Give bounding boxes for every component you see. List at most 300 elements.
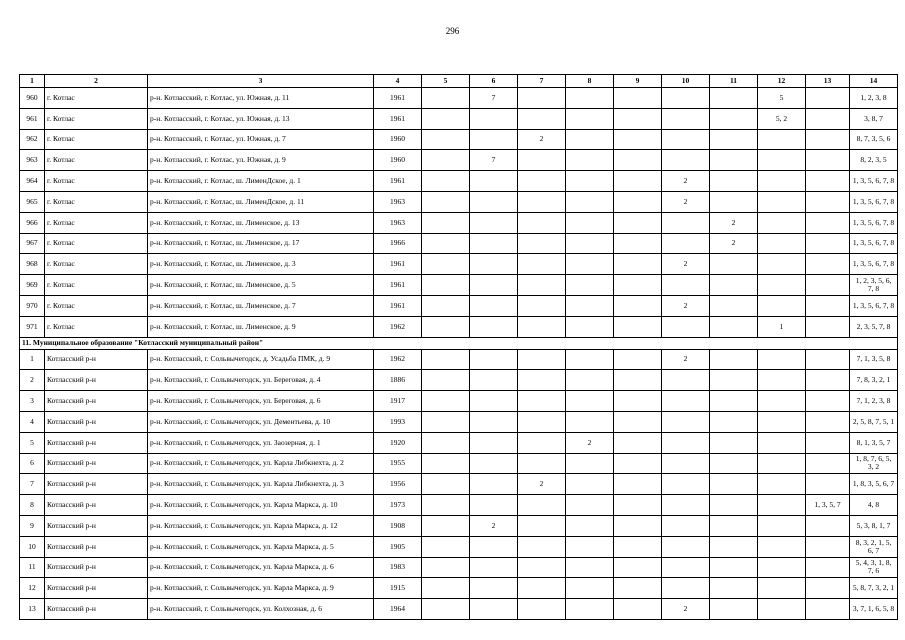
col10-cell: 2 — [662, 171, 710, 192]
col8-cell — [566, 88, 614, 109]
row-number-cell: 969 — [20, 275, 45, 296]
col13-cell — [806, 432, 850, 453]
table-row — [20, 349, 898, 370]
col6-cell — [470, 391, 518, 412]
col10-cell: 2 — [662, 295, 710, 316]
table-row — [20, 578, 898, 599]
column-header: 14 — [850, 75, 898, 88]
locality-cell: Котласский р-н — [45, 474, 148, 495]
col13-cell — [806, 88, 850, 109]
row-number-cell: 965 — [20, 191, 45, 212]
locality-cell: Котласский р-н — [45, 370, 148, 391]
col10-cell — [662, 453, 710, 474]
address-cell: р-н. Котласский, г. Котлас, ш. Лименское, д. 5 — [148, 275, 374, 296]
col14-cell: 7, 8, 3, 2, 1 — [850, 370, 898, 391]
locality-cell: Котласский р-н — [45, 432, 148, 453]
col9-cell — [614, 370, 662, 391]
col9-cell — [614, 212, 662, 233]
row-number-cell: 7 — [20, 474, 45, 495]
col7-cell — [518, 233, 566, 254]
year-built-cell: 1956 — [374, 474, 422, 495]
col9-cell — [614, 108, 662, 129]
col9-cell — [614, 191, 662, 212]
col13-cell — [806, 233, 850, 254]
column-header: 3 — [148, 75, 374, 88]
col12-cell — [758, 254, 806, 275]
col8-cell: 2 — [566, 432, 614, 453]
address-cell: р-н. Котласский, г. Котлас, ш. Лименское, д. 9 — [148, 316, 374, 337]
col10-cell — [662, 474, 710, 495]
col10-cell — [662, 129, 710, 150]
locality-cell: г. Котлас — [45, 295, 148, 316]
col8-cell — [566, 474, 614, 495]
col7-cell: 2 — [518, 129, 566, 150]
year-built-cell: 1961 — [374, 254, 422, 275]
col5-cell — [422, 370, 470, 391]
col5-cell — [422, 391, 470, 412]
col12-cell — [758, 557, 806, 578]
year-built-cell: 1962 — [374, 349, 422, 370]
row-number-cell: 2 — [20, 370, 45, 391]
row-number-cell: 11 — [20, 557, 45, 578]
column-header: 11 — [710, 75, 758, 88]
locality-cell: г. Котлас — [45, 191, 148, 212]
column-header: 1 — [20, 75, 45, 88]
col7-cell — [518, 150, 566, 171]
col8-cell — [566, 316, 614, 337]
col9-cell — [614, 150, 662, 171]
col12-cell — [758, 599, 806, 620]
col6-cell — [470, 536, 518, 557]
col12-cell — [758, 391, 806, 412]
col14-cell: 8, 7, 3, 5, 6 — [850, 129, 898, 150]
col12-cell — [758, 349, 806, 370]
address-cell: р-н. Котласский, г. Сольвычегодск, д. Усадьба ПМК, д. 9 — [148, 349, 374, 370]
table-row — [20, 88, 898, 109]
col12-cell: 5 — [758, 88, 806, 109]
col11-cell — [710, 578, 758, 599]
col6-cell — [470, 599, 518, 620]
col14-cell: 1, 3, 5, 6, 7, 8 — [850, 171, 898, 192]
col9-cell — [614, 88, 662, 109]
col13-cell — [806, 191, 850, 212]
col9-cell — [614, 171, 662, 192]
col13-cell — [806, 536, 850, 557]
col13-cell — [806, 370, 850, 391]
col10-cell — [662, 316, 710, 337]
address-cell: р-н. Котласский, г. Сольвычегодск, ул. Береговая, д. 6 — [148, 391, 374, 412]
col8-cell — [566, 295, 614, 316]
locality-cell: Котласский р-н — [45, 557, 148, 578]
locality-cell: Котласский р-н — [45, 391, 148, 412]
col11-cell: 2 — [710, 212, 758, 233]
col6-cell — [470, 316, 518, 337]
col6-cell — [470, 212, 518, 233]
row-number-cell: 961 — [20, 108, 45, 129]
col11-cell — [710, 349, 758, 370]
table-row — [20, 453, 898, 474]
col12-cell — [758, 129, 806, 150]
col7-cell — [518, 295, 566, 316]
table-row — [20, 254, 898, 275]
table-row — [20, 411, 898, 432]
col7-cell — [518, 275, 566, 296]
col12-cell — [758, 578, 806, 599]
year-built-cell: 1955 — [374, 453, 422, 474]
col7-cell — [518, 515, 566, 536]
year-built-cell: 1964 — [374, 599, 422, 620]
address-cell: р-н. Котласский, г. Котлас, ул. Южная, д. 7 — [148, 129, 374, 150]
col13-cell — [806, 150, 850, 171]
col11-cell — [710, 536, 758, 557]
row-number-cell: 8 — [20, 495, 45, 516]
col14-cell: 7, 1, 2, 3, 8 — [850, 391, 898, 412]
col13-cell — [806, 453, 850, 474]
col6-cell — [470, 191, 518, 212]
col6-cell — [470, 370, 518, 391]
year-built-cell: 1886 — [374, 370, 422, 391]
year-built-cell: 1961 — [374, 275, 422, 296]
table-row — [20, 432, 898, 453]
table-row — [20, 515, 898, 536]
col7-cell — [518, 495, 566, 516]
table-row — [20, 171, 898, 192]
col14-cell: 5, 4, 3, 1, 8, 7, 6 — [850, 557, 898, 578]
col10-cell — [662, 233, 710, 254]
col11-cell — [710, 495, 758, 516]
table-row — [20, 150, 898, 171]
year-built-cell: 1966 — [374, 233, 422, 254]
col14-cell: 8, 1, 3, 5, 7 — [850, 432, 898, 453]
col9-cell — [614, 578, 662, 599]
address-cell: р-н. Котласский, г. Сольвычегодск, ул. Карла Маркса, д. 9 — [148, 578, 374, 599]
col10-cell: 2 — [662, 349, 710, 370]
address-cell: р-н. Котласский, г. Сольвычегодск, ул. Карла Маркса, д. 10 — [148, 495, 374, 516]
col10-cell: 2 — [662, 599, 710, 620]
row-number-cell: 967 — [20, 233, 45, 254]
address-cell: р-н. Котласский, г. Сольвычегодск, ул. Заозерная, д. 1 — [148, 432, 374, 453]
col14-cell: 1, 3, 5, 6, 7, 8 — [850, 254, 898, 275]
table-row — [20, 129, 898, 150]
col13-cell — [806, 108, 850, 129]
year-built-cell: 1962 — [374, 316, 422, 337]
col7-cell — [518, 536, 566, 557]
col6-cell: 7 — [470, 150, 518, 171]
col10-cell — [662, 515, 710, 536]
col8-cell — [566, 254, 614, 275]
col6-cell — [470, 254, 518, 275]
col14-cell: 5, 3, 8, 1, 7 — [850, 515, 898, 536]
locality-cell: Котласский р-н — [45, 453, 148, 474]
col14-cell: 8, 3, 2, 1, 5, 6, 7 — [850, 536, 898, 557]
locality-cell: г. Котлас — [45, 150, 148, 171]
locality-cell: г. Котлас — [45, 212, 148, 233]
col5-cell — [422, 150, 470, 171]
col6-cell — [470, 432, 518, 453]
col14-cell: 4, 8 — [850, 495, 898, 516]
col9-cell — [614, 411, 662, 432]
col9-cell — [614, 557, 662, 578]
table-row — [20, 233, 898, 254]
locality-cell: г. Котлас — [45, 316, 148, 337]
col13-cell — [806, 557, 850, 578]
col10-cell — [662, 275, 710, 296]
address-cell: р-н. Котласский, г. Сольвычегодск, ул. Колхозная, д. 6 — [148, 599, 374, 620]
col13-cell — [806, 411, 850, 432]
col13-cell — [806, 316, 850, 337]
col8-cell — [566, 150, 614, 171]
col5-cell — [422, 275, 470, 296]
locality-cell: Котласский р-н — [45, 495, 148, 516]
col8-cell — [566, 411, 614, 432]
col10-cell — [662, 88, 710, 109]
col5-cell — [422, 432, 470, 453]
col7-cell — [518, 453, 566, 474]
col12-cell — [758, 411, 806, 432]
table-row — [20, 536, 898, 557]
col13-cell — [806, 578, 850, 599]
col7-cell — [518, 171, 566, 192]
col6-cell — [470, 411, 518, 432]
col10-cell — [662, 495, 710, 516]
row-number-cell: 1 — [20, 349, 45, 370]
col5-cell — [422, 578, 470, 599]
col9-cell — [614, 599, 662, 620]
col6-cell — [470, 557, 518, 578]
col10-cell — [662, 536, 710, 557]
col9-cell — [614, 391, 662, 412]
column-header: 13 — [806, 75, 850, 88]
row-number-cell: 5 — [20, 432, 45, 453]
col12-cell — [758, 536, 806, 557]
row-number-cell: 4 — [20, 411, 45, 432]
page-number: 296 — [445, 26, 460, 36]
col6-cell — [470, 129, 518, 150]
locality-cell: г. Котлас — [45, 171, 148, 192]
col5-cell — [422, 295, 470, 316]
col13-cell — [806, 391, 850, 412]
row-number-cell: 6 — [20, 453, 45, 474]
col13-cell: 1, 3, 5, 7 — [806, 495, 850, 516]
col8-cell — [566, 349, 614, 370]
col5-cell — [422, 129, 470, 150]
col5-cell — [422, 515, 470, 536]
col8-cell — [566, 171, 614, 192]
col11-cell — [710, 474, 758, 495]
year-built-cell: 1905 — [374, 536, 422, 557]
col13-cell — [806, 254, 850, 275]
col11-cell — [710, 432, 758, 453]
col13-cell — [806, 295, 850, 316]
year-built-cell: 1961 — [374, 171, 422, 192]
col5-cell — [422, 108, 470, 129]
col12-cell — [758, 495, 806, 516]
section-header-row — [20, 337, 898, 349]
row-number-cell: 968 — [20, 254, 45, 275]
col9-cell — [614, 432, 662, 453]
col6-cell — [470, 495, 518, 516]
col9-cell — [614, 316, 662, 337]
col12-cell — [758, 295, 806, 316]
address-cell: р-н. Котласский, г. Котлас, ш. Лименское, д. 17 — [148, 233, 374, 254]
row-number-cell: 960 — [20, 88, 45, 109]
col6-cell — [470, 474, 518, 495]
col5-cell — [422, 88, 470, 109]
col14-cell: 7, 1, 3, 5, 8 — [850, 349, 898, 370]
address-cell: р-н. Котласский, г. Котлас, ул. Южная, д. 13 — [148, 108, 374, 129]
locality-cell: Котласский р-н — [45, 599, 148, 620]
year-built-cell: 1915 — [374, 578, 422, 599]
col14-cell: 5, 8, 7, 3, 2, 1 — [850, 578, 898, 599]
col10-cell — [662, 391, 710, 412]
col5-cell — [422, 233, 470, 254]
col10-cell — [662, 150, 710, 171]
col11-cell — [710, 557, 758, 578]
section-title: 11. Муниципальное образование "Котласский муниципальный район" — [20, 337, 898, 349]
col10-cell — [662, 432, 710, 453]
col5-cell — [422, 474, 470, 495]
col8-cell — [566, 108, 614, 129]
col5-cell — [422, 254, 470, 275]
col10-cell — [662, 557, 710, 578]
year-built-cell: 1973 — [374, 495, 422, 516]
col7-cell — [518, 391, 566, 412]
col12-cell — [758, 233, 806, 254]
col11-cell — [710, 295, 758, 316]
row-number-cell: 13 — [20, 599, 45, 620]
locality-cell: г. Котлас — [45, 275, 148, 296]
locality-cell: г. Котлас — [45, 88, 148, 109]
column-header: 7 — [518, 75, 566, 88]
col9-cell — [614, 536, 662, 557]
col9-cell — [614, 495, 662, 516]
col14-cell: 3, 7, 1, 6, 5, 8 — [850, 599, 898, 620]
locality-cell: Котласский р-н — [45, 536, 148, 557]
col12-cell: 5, 2 — [758, 108, 806, 129]
col5-cell — [422, 171, 470, 192]
col14-cell: 2, 5, 8, 7, 5, 1 — [850, 411, 898, 432]
row-number-cell: 970 — [20, 295, 45, 316]
col7-cell — [518, 108, 566, 129]
row-number-cell: 9 — [20, 515, 45, 536]
year-built-cell: 1908 — [374, 515, 422, 536]
col11-cell — [710, 391, 758, 412]
address-cell: р-н. Котласский, г. Котлас, ш. Лименское, д. 7 — [148, 295, 374, 316]
column-header: 5 — [422, 75, 470, 88]
col11-cell — [710, 129, 758, 150]
table-row — [20, 212, 898, 233]
locality-cell: Котласский р-н — [45, 349, 148, 370]
address-cell: р-н. Котласский, г. Котлас, ш. Лименское, д. 13 — [148, 212, 374, 233]
col8-cell — [566, 391, 614, 412]
locality-cell: Котласский р-н — [45, 515, 148, 536]
col7-cell — [518, 191, 566, 212]
col8-cell — [566, 233, 614, 254]
col11-cell — [710, 316, 758, 337]
col9-cell — [614, 275, 662, 296]
col14-cell: 2, 3, 5, 7, 8 — [850, 316, 898, 337]
col11-cell — [710, 88, 758, 109]
row-number-cell: 10 — [20, 536, 45, 557]
col5-cell — [422, 599, 470, 620]
column-header: 9 — [614, 75, 662, 88]
col6-cell — [470, 275, 518, 296]
row-number-cell: 971 — [20, 316, 45, 337]
col8-cell — [566, 129, 614, 150]
table-row — [20, 295, 898, 316]
year-built-cell: 1920 — [374, 432, 422, 453]
col7-cell — [518, 599, 566, 620]
column-header: 2 — [45, 75, 148, 88]
address-cell: р-н. Котласский, г. Сольвычегодск, ул. Карла Либкнехта, д. 2 — [148, 453, 374, 474]
col11-cell — [710, 150, 758, 171]
col9-cell — [614, 515, 662, 536]
year-built-cell: 1963 — [374, 212, 422, 233]
col8-cell — [566, 578, 614, 599]
col11-cell — [710, 191, 758, 212]
col9-cell — [614, 233, 662, 254]
col8-cell — [566, 557, 614, 578]
column-header: 10 — [662, 75, 710, 88]
table-row — [20, 391, 898, 412]
col13-cell — [806, 515, 850, 536]
year-built-cell: 1961 — [374, 295, 422, 316]
col11-cell — [710, 108, 758, 129]
locality-cell: Котласский р-н — [45, 411, 148, 432]
col12-cell — [758, 453, 806, 474]
col7-cell — [518, 557, 566, 578]
row-number-cell: 12 — [20, 578, 45, 599]
year-built-cell: 1917 — [374, 391, 422, 412]
column-number-header-row — [20, 75, 898, 88]
col14-cell: 1, 8, 7, 6, 5, 3, 2 — [850, 453, 898, 474]
col14-cell: 1, 3, 5, 6, 7, 8 — [850, 191, 898, 212]
col13-cell — [806, 129, 850, 150]
col10-cell — [662, 212, 710, 233]
column-header: 6 — [470, 75, 518, 88]
col13-cell — [806, 275, 850, 296]
col9-cell — [614, 129, 662, 150]
col10-cell: 2 — [662, 254, 710, 275]
col5-cell — [422, 191, 470, 212]
table-row — [20, 370, 898, 391]
col5-cell — [422, 495, 470, 516]
col14-cell: 1, 3, 5, 6, 7, 8 — [850, 233, 898, 254]
housing-registry-table — [19, 74, 898, 620]
address-cell: р-н. Котласский, г. Сольвычегодск, ул. Карла Маркса, д. 12 — [148, 515, 374, 536]
col10-cell — [662, 108, 710, 129]
year-built-cell: 1960 — [374, 129, 422, 150]
col12-cell — [758, 171, 806, 192]
address-cell: р-н. Котласский, г. Сольвычегодск, ул. Береговая, д. 4 — [148, 370, 374, 391]
col7-cell — [518, 411, 566, 432]
col8-cell — [566, 275, 614, 296]
col11-cell — [710, 411, 758, 432]
col9-cell — [614, 295, 662, 316]
col7-cell — [518, 88, 566, 109]
col8-cell — [566, 370, 614, 391]
col14-cell: 8, 2, 3, 5 — [850, 150, 898, 171]
col7-cell — [518, 316, 566, 337]
col11-cell — [710, 254, 758, 275]
col5-cell — [422, 411, 470, 432]
col6-cell — [470, 108, 518, 129]
address-cell: р-н. Котласский, г. Котлас, ул. Южная, д. 11 — [148, 88, 374, 109]
col11-cell: 2 — [710, 233, 758, 254]
table-row — [20, 191, 898, 212]
col8-cell — [566, 536, 614, 557]
col12-cell — [758, 212, 806, 233]
